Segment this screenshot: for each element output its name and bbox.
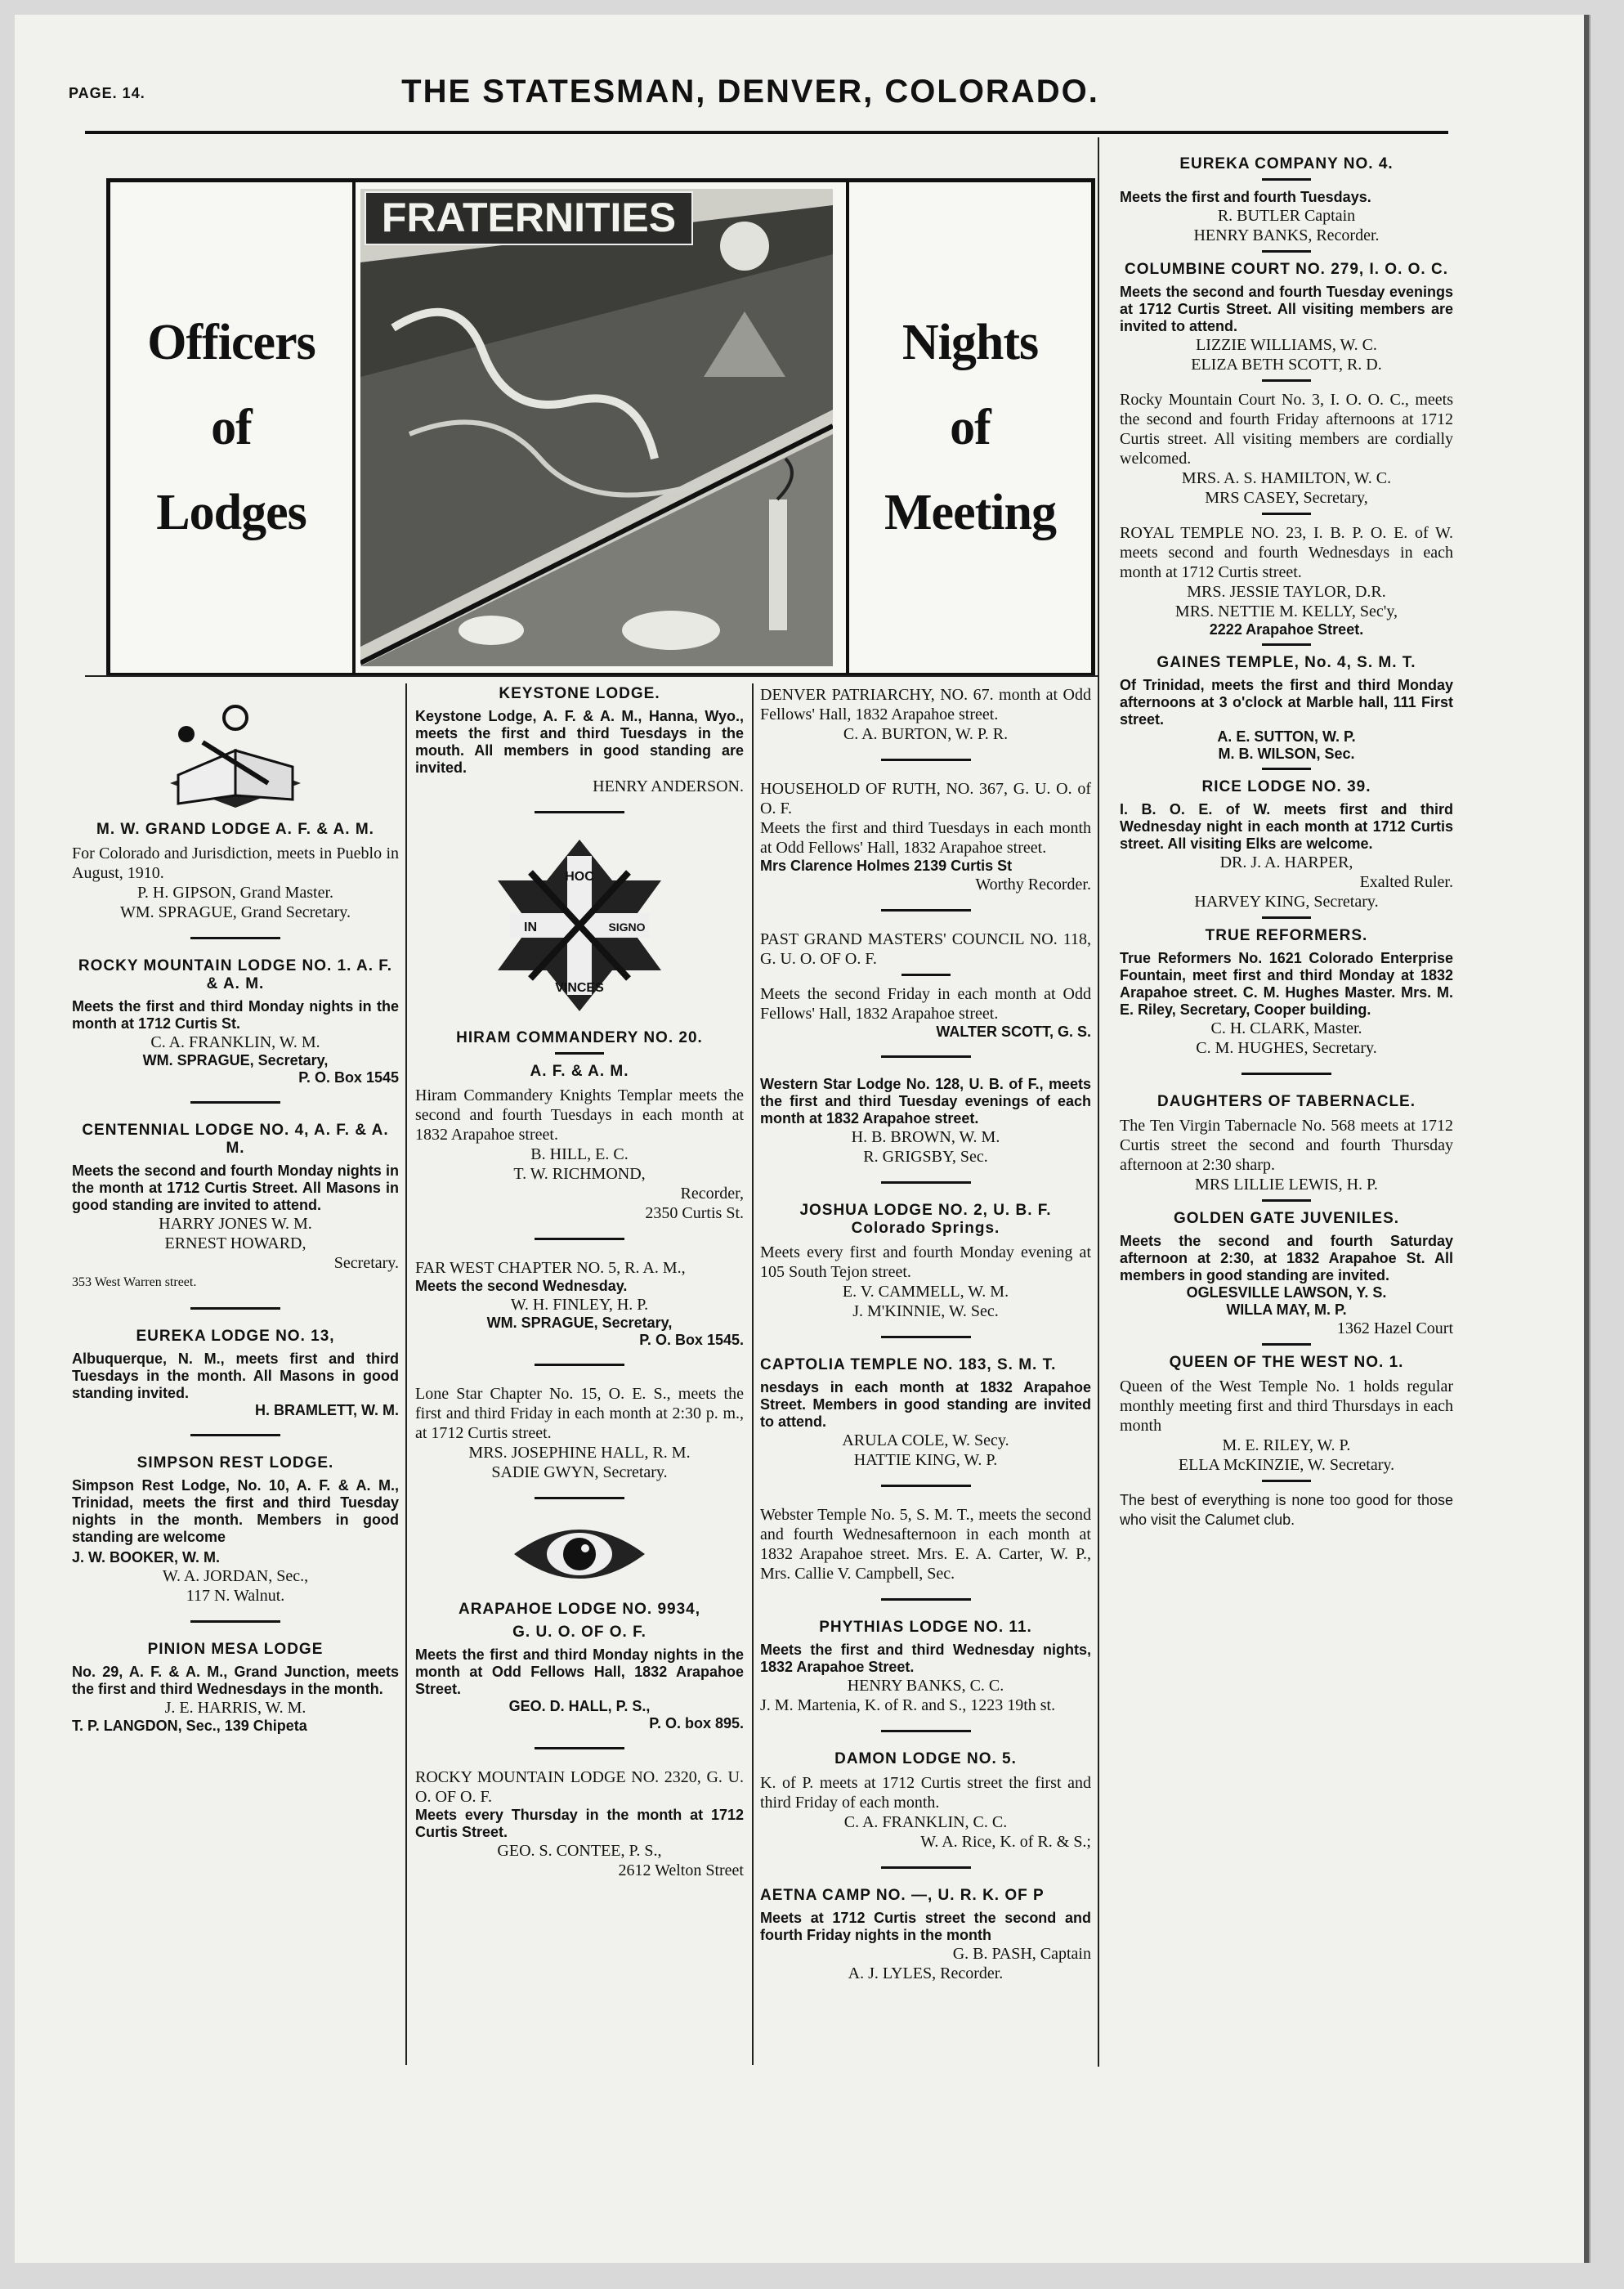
- page-number: PAGE. 14.: [69, 85, 145, 101]
- gaines-temple-officer: M. B. WILSON, Sec.: [1218, 746, 1355, 762]
- golden-gate-juveniles-title: GOLDEN GATE JUVENILES.: [1173, 1210, 1400, 1227]
- eureka-company-body: Meets the first and fourth Tuesdays.: [1120, 189, 1371, 205]
- simpson-rest-lodge-officer: J. W. BOOKER, W. M.: [72, 1549, 221, 1566]
- daughters-tabernacle-officer: MRS LILLIE LEWIS, H. P.: [1195, 1176, 1378, 1194]
- keystone-lodge-body: Keystone Lodge, A. F. & A. M., Hanna, Wyo., meets the first and third Tuesdays in the mouth. All members in good standing are invited.: [415, 708, 744, 776]
- far-west-chapter-officer: P. O. Box 1545.: [639, 1332, 744, 1348]
- rocky-mountain-gu-lodge-title: ROCKY MOUNTAIN LODGE NO. 2320, G. U. O. OF O. F.: [415, 1768, 744, 1806]
- column-2: [415, 685, 744, 1880]
- separator: [555, 1052, 604, 1055]
- rocky-mountain-court-officer: MRS CASEY, Secretary,: [1205, 489, 1368, 507]
- far-west-chapter-officer: W. H. FINLEY, H. P.: [510, 1296, 649, 1314]
- hiram-commandery-body: Hiram Commandery Knights Templar meets the second and fourth Tuesdays in each month at 1832 Arapahoe street.: [415, 1086, 744, 1144]
- gaines-temple-body: Of Trinidad, meets the first and third Monday afternoons at 3 o'clock at Marble hall, 111 First street.: [1120, 677, 1453, 728]
- banner-right-line-1: Nights: [901, 315, 1039, 370]
- separator: [881, 909, 971, 912]
- separator: [535, 1238, 624, 1240]
- phythias-lodge-officer: HENRY BANKS, C. C.: [847, 1677, 1004, 1695]
- past-grand-masters-officer: WALTER SCOTT, G. S.: [936, 1024, 1091, 1040]
- banner-title: FRATERNITIES: [381, 195, 677, 240]
- rocky-mountain-court-body: Rocky Mountain Court No. 3, I. O. O. C., meets the second and fourth Friday afternoons at 1712 Curtis street. All visiting members are cordially welcomed.: [1120, 391, 1453, 468]
- eureka-company-officer: R. BUTLER Captain: [1217, 207, 1356, 225]
- lone-star-chapter-officer: SADIE GWYN, Secretary.: [491, 1463, 668, 1481]
- golden-gate-juveniles-body: Meets the second and fourth Saturday afternoon at 2:30, at 1832 Arapahoe St. All members in good standing are invited.: [1120, 1233, 1453, 1283]
- pinion-mesa-lodge-officer: T. P. LANGDON, Sec., 139 Chipeta: [72, 1718, 307, 1734]
- far-west-chapter-body: Meets the second Wednesday.: [415, 1278, 628, 1294]
- banner-left-line-3: Lodges: [156, 485, 306, 540]
- arapahoe-lodge-officer: GEO. D. HALL, P. S.,: [508, 1698, 651, 1714]
- queen-of-west-title: QUEEN OF THE WEST NO. 1.: [1169, 1354, 1404, 1371]
- columbine-court-officer: LIZZIE WILLIAMS, W. C.: [1196, 336, 1377, 354]
- true-reformers-officer: C. H. CLARK, Master.: [1210, 1019, 1362, 1037]
- rice-lodge-title: RICE LODGE NO. 39.: [1201, 778, 1371, 795]
- fraternities-illustration: [360, 189, 833, 666]
- grand-lodge-officer: P. H. GIPSON, Grand Master.: [137, 884, 333, 902]
- separator: [1262, 916, 1311, 919]
- phythias-lodge-officer: J. M. Martenia, K. of R. and S., 1223 19th st.: [760, 1696, 1056, 1714]
- golden-gate-juveniles-officer: 1362 Hazel Court: [1336, 1319, 1453, 1337]
- eureka-company-officer: HENRY BANKS, Recorder.: [1193, 226, 1380, 244]
- true-reformers-officer: C. M. HUGHES, Secretary.: [1196, 1039, 1377, 1057]
- rocky-mountain-lodge-officer: WM. SPRAGUE, Secretary,: [142, 1052, 329, 1068]
- pinion-mesa-lodge-body: No. 29, A. F. & A. M., Grand Junction, meets the first and third Wednesdays in the month.: [72, 1664, 399, 1697]
- joshua-lodge-officer: J. M'KINNIE, W. Sec.: [852, 1302, 999, 1320]
- rocky-mountain-lodge-officer: P. O. Box 1545: [298, 1069, 399, 1086]
- aetna-camp-body: Meets at 1712 Curtis street the second and fourth Friday nights in the month: [760, 1910, 1091, 1943]
- golden-gate-juveniles-officer: WILLA MAY, M. P.: [1226, 1301, 1347, 1318]
- banner-right-line-2: of: [950, 400, 991, 455]
- newspaper-page: [15, 15, 1589, 2263]
- golden-gate-juveniles-officer: OGLESVILLE LAWSON, Y. S.: [1186, 1284, 1387, 1301]
- captolia-temple-title: CAPTOLIA TEMPLE NO. 183, S. M. T.: [760, 1356, 1057, 1373]
- queen-of-west-body: Queen of the West Temple No. 1 holds regular monthly meeting first and third Thursdays in each month: [1120, 1377, 1453, 1435]
- damon-lodge-officer: W. A. Rice, K. of R. & S.;: [920, 1833, 1091, 1851]
- past-grand-masters-body: Meets the second Friday in each month at Odd Fellows' Hall, 1832 Arapahoe street.: [760, 985, 1091, 1023]
- separator: [1262, 1199, 1311, 1202]
- denver-patriarchy-body: DENVER PATRIARCHY, NO. 67. month at Odd Fellows' Hall, 1832 Arapahoe street.: [760, 686, 1091, 723]
- denver-patriarchy-officer: C. A. BURTON, W. P. R.: [843, 725, 1009, 743]
- joshua-lodge-title: JOSHUA LODGE NO. 2, U. B. F. Colorado Springs.: [799, 1202, 1052, 1237]
- queen-of-west-officer: ELLA McKINZIE, W. Secretary.: [1178, 1456, 1395, 1474]
- separator: [1241, 1073, 1331, 1075]
- centennial-lodge-officer: Secretary.: [333, 1254, 399, 1272]
- separator: [881, 1730, 971, 1732]
- emblem-word: VINCES: [555, 981, 604, 995]
- simpson-rest-lodge-officer: 117 N. Walnut.: [186, 1587, 285, 1605]
- hiram-commandery-subtitle: A. F. & A. M.: [530, 1063, 629, 1080]
- keystone-lodge-officer: HENRY ANDERSON.: [593, 777, 744, 795]
- fraternities-banner: [106, 178, 1095, 677]
- centennial-lodge-address: 353 West Warren street.: [72, 1275, 197, 1289]
- hiram-commandery-title: HIRAM COMMANDERY NO. 20.: [456, 1029, 703, 1046]
- daughters-tabernacle-title: DAUGHTERS OF TABERNACLE.: [1156, 1093, 1416, 1110]
- western-star-lodge-body: Western Star Lodge No. 128, U. B. of F., meets the first and third Tuesday evenings of each month at 1832 Arapahoe street.: [760, 1076, 1091, 1127]
- banner-left-panel: [110, 182, 356, 673]
- hiram-commandery-officer: 2350 Curtis St.: [645, 1204, 744, 1222]
- centennial-lodge-body: Meets the second and fourth Monday nights in the month at 1712 Curtis Street. All Masons in good standing are invited to attend.: [72, 1162, 399, 1213]
- columbine-court-officer: ELIZA BETH SCOTT, R. D.: [1191, 356, 1382, 374]
- western-star-lodge-officer: H. B. BROWN, W. M.: [851, 1128, 1000, 1146]
- rocky-mountain-gu-lodge-officer: GEO. S. CONTEE, P. S.,: [497, 1842, 662, 1860]
- royal-temple-body: ROYAL TEMPLE NO. 23, I. B. P. O. E. of W. meets second and fourth Wednesdays in each month at 1712 Curtis street.: [1120, 524, 1453, 581]
- rocky-mountain-gu-lodge-body: Meets every Thursday in the month at 1712 Curtis Street.: [415, 1807, 744, 1840]
- arapahoe-lodge-subtitle: G. U. O. OF O. F.: [512, 1624, 646, 1641]
- separator: [881, 1336, 971, 1338]
- separator: [535, 811, 624, 813]
- joshua-lodge-officer: E. V. CAMMELL, W. M.: [842, 1283, 1009, 1301]
- rice-lodge-officer: DR. J. A. HARPER,: [1219, 853, 1353, 871]
- eureka-company-title: EUREKA COMPANY NO. 4.: [1179, 155, 1394, 172]
- separator: [1262, 513, 1311, 515]
- separator: [1262, 643, 1311, 646]
- household-of-ruth-officer: Mrs Clarence Holmes 2139 Curtis St: [760, 858, 1013, 874]
- far-west-chapter-title: FAR WEST CHAPTER NO. 5, R. A. M.,: [415, 1259, 686, 1277]
- rice-lodge-officer: HARVEY KING, Secretary.: [1194, 893, 1379, 911]
- phythias-lodge-body: Meets the first and third Wednesday nights, 1832 Arapahoe Street.: [760, 1642, 1091, 1675]
- all-seeing-eye-icon: [510, 1517, 649, 1591]
- separator: [190, 1434, 280, 1436]
- past-grand-masters-title: PAST GRAND MASTERS' COUNCIL NO. 118, G. U. O. OF O. F.: [760, 930, 1091, 968]
- separator: [535, 1364, 624, 1366]
- royal-temple-officer: MRS. JESSIE TAYLOR, D.R.: [1187, 583, 1386, 601]
- separator: [1262, 1343, 1311, 1346]
- pinion-mesa-lodge-title: PINION MESA LODGE: [147, 1641, 324, 1658]
- separator: [901, 974, 951, 976]
- royal-temple-officer: 2222 Arapahoe Street.: [1209, 621, 1364, 638]
- damon-lodge-title: DAMON LODGE NO. 5.: [834, 1750, 1017, 1767]
- arapahoe-lodge-title: ARAPAHOE LODGE NO. 9934,: [458, 1601, 701, 1618]
- arapahoe-lodge-officer: P. O. box 895.: [649, 1715, 744, 1731]
- separator: [881, 1598, 971, 1601]
- keystone-lodge-title: KEYSTONE LODGE.: [499, 685, 660, 702]
- column-1: [72, 693, 399, 1735]
- separator: [1262, 379, 1311, 382]
- damon-lodge-body: K. of P. meets at 1712 Curtis street the first and third Friday of each month.: [760, 1774, 1091, 1812]
- grand-lodge-officer: WM. SPRAGUE, Grand Secretary.: [120, 903, 351, 921]
- columbine-court-body: Meets the second and fourth Tuesday evenings at 1712 Curtis Street. All visiting members are invited to attend.: [1120, 284, 1453, 334]
- emblem-word: SIGNO: [608, 921, 646, 934]
- rocky-mountain-court-officer: MRS. A. S. HAMILTON, W. C.: [1181, 469, 1392, 487]
- eureka-lodge-body: Albuquerque, N. M., meets first and third Tuesdays in the month. All Masons in good standing invited.: [72, 1351, 399, 1401]
- emblem-word: IN: [524, 921, 537, 934]
- centennial-lodge-title: CENTENNIAL LODGE NO. 4, A. F. & A. M.: [82, 1122, 389, 1157]
- banner-right-panel: [846, 182, 1091, 673]
- rocky-mountain-lodge-title: ROCKY MOUNTAIN LODGE NO. 1. A. F. & A. M.: [78, 957, 393, 992]
- separator: [190, 937, 280, 939]
- phythias-lodge-title: PHYTHIAS LODGE NO. 11.: [819, 1619, 1032, 1636]
- simpson-rest-lodge-title: SIMPSON REST LODGE.: [136, 1454, 334, 1472]
- separator: [535, 1747, 624, 1749]
- daughters-tabernacle-body: The Ten Virgin Tabernacle No. 568 meets at 1712 Curtis street the second and fourth Thursday afternoon at 2:30 sharp.: [1120, 1117, 1453, 1174]
- rocky-mountain-lodge-officer: C. A. FRANKLIN, W. M.: [150, 1033, 320, 1051]
- separator: [881, 759, 971, 761]
- simpson-rest-lodge-body: Simpson Rest Lodge, No. 10, A. F. & A. M., Trinidad, meets the first and third Tuesday nights in the month. Members in good standing are welcome: [72, 1477, 399, 1545]
- masthead: THE STATESMAN, DENVER, COLORADO.: [401, 74, 1099, 110]
- separator: [881, 1055, 971, 1058]
- eureka-lodge-title: EUREKA LODGE NO. 13,: [136, 1328, 335, 1345]
- household-of-ruth-title: HOUSEHOLD OF RUTH, NO. 367, G. U. O. of O. F.: [760, 780, 1091, 818]
- captolia-temple-officer: ARULA COLE, W. Secy.: [842, 1431, 1009, 1449]
- pinion-mesa-lodge-officer: J. E. HARRIS, W. M.: [164, 1699, 306, 1717]
- separator: [190, 1307, 280, 1310]
- column-rule-1: [405, 683, 407, 2065]
- separator: [190, 1101, 280, 1104]
- lone-star-chapter-officer: MRS. JOSEPHINE HALL, R. M.: [468, 1444, 691, 1462]
- lone-star-chapter-body: Lone Star Chapter No. 15, O. E. S., meets the first and third Friday in each month at 2:30 p. m., at 1712 Curtis street.: [415, 1385, 744, 1442]
- captolia-temple-officer: HATTIE KING, W. P.: [853, 1451, 998, 1469]
- aetna-camp-officer: A. J. LYLES, Recorder.: [848, 1964, 1004, 1982]
- eureka-lodge-officer: H. BRAMLETT, W. M.: [255, 1402, 399, 1418]
- banner-left-line-2: of: [211, 400, 252, 455]
- calumet-club-notice: The best of everything is none too good for those who visit the Calumet club.: [1120, 1492, 1453, 1528]
- columbine-court-title: COLUMBINE COURT NO. 279, I. O. O. C.: [1125, 261, 1448, 278]
- masthead-rule: [85, 131, 1448, 134]
- far-west-chapter-officer: WM. SPRAGUE, Secretary,: [486, 1315, 673, 1331]
- separator: [535, 1497, 624, 1499]
- joshua-lodge-body: Meets every first and fourth Monday evening at 105 South Tejon street.: [760, 1243, 1091, 1281]
- simpson-rest-lodge-officer: W. A. JORDAN, Sec.,: [162, 1567, 309, 1585]
- column-4: [1120, 155, 1453, 1530]
- column-rule-2: [752, 683, 754, 2065]
- centennial-lodge-officer: HARRY JONES W. M.: [159, 1215, 312, 1233]
- separator: [881, 1485, 971, 1487]
- grand-lodge-title: M. W. GRAND LODGE A. F. & A. M.: [96, 821, 374, 838]
- separator: [1262, 768, 1311, 770]
- column-rule-main: [1098, 137, 1099, 2067]
- column-3: [760, 685, 1091, 1983]
- queen-of-west-officer: M. E. RILEY, W. P.: [1222, 1436, 1351, 1454]
- separator: [190, 1620, 280, 1623]
- gaines-temple-officer: A. E. SUTTON, W. P.: [1217, 728, 1356, 745]
- banner-right-line-3: Meeting: [884, 485, 1056, 540]
- separator: [881, 1866, 971, 1869]
- damon-lodge-officer: C. A. FRANKLIN, C. C.: [843, 1813, 1008, 1831]
- aetna-camp-officer: G. B. PASH, Captain: [952, 1945, 1091, 1963]
- grand-lodge-body: For Colorado and Jurisdiction, meets in Pueblo in August, 1910.: [72, 844, 399, 882]
- aetna-camp-title: AETNA CAMP NO. —, U. R. K. OF P: [760, 1887, 1045, 1904]
- centennial-lodge-officer: ERNEST HOWARD,: [164, 1234, 306, 1252]
- hiram-commandery-officer: B. HILL, E. C.: [530, 1145, 629, 1163]
- hiram-commandery-officer: T. W. RICHMOND,: [513, 1165, 646, 1183]
- separator: [1262, 1480, 1311, 1482]
- arapahoe-lodge-body: Meets the first and third Monday nights in the month at Odd Fellows Hall, 1832 Arapahoe Street.: [415, 1646, 744, 1697]
- gaines-temple-title: GAINES TEMPLE, No. 4, S. M. T.: [1156, 654, 1416, 671]
- rice-lodge-body: I. B. O. E. of W. meets first and third Wednesday night in each month at 1712 Curtis street. All visiting Elks are welcome.: [1120, 801, 1453, 852]
- open-bible-icon: [154, 693, 317, 816]
- separator: [881, 1181, 971, 1184]
- emblem-word: HOC: [565, 870, 594, 884]
- banner-bottom-rule: [85, 675, 1098, 677]
- hiram-commandery-officer: Recorder,: [680, 1185, 744, 1203]
- household-of-ruth-body: Meets the first and third Tuesdays in each month at Odd Fellows' Hall, 1832 Arapahoe street.: [760, 819, 1091, 857]
- rice-lodge-officer: Exalted Ruler.: [1359, 873, 1453, 891]
- captolia-temple-body: nesdays in each month at 1832 Arapahoe Street. Members in good standing are invited to attend.: [760, 1379, 1091, 1430]
- rocky-mountain-gu-lodge-officer: 2612 Welton Street: [618, 1861, 744, 1879]
- banner-left-line-1: Officers: [147, 315, 315, 370]
- separator: [1262, 250, 1311, 253]
- webster-temple-body: Webster Temple No. 5, S. M. T., meets the second and fourth Wednesafternoon in each month at 1832 Arapahoe street. Mrs. E. A. Carter, W. P., Mrs. Callie V. Campbell, Sec.: [760, 1506, 1091, 1583]
- western-star-lodge-officer: R. GRIGSBY, Sec.: [863, 1148, 988, 1166]
- knights-templar-cross-icon: [490, 831, 669, 1019]
- rocky-mountain-lodge-body: Meets the first and third Monday nights in the month at 1712 Curtis St.: [72, 998, 399, 1032]
- separator: [1262, 178, 1311, 181]
- royal-temple-officer: MRS. NETTIE M. KELLY, Sec'y,: [1174, 602, 1398, 620]
- true-reformers-body: True Reformers No. 1621 Colorado Enterprise Fountain, meet first and third Monday at 1832 Arapahoe street. C. M. Hughes Master. Mrs. M. E. Riley, Secretary, Cooper building.: [1120, 950, 1453, 1018]
- true-reformers-title: TRUE REFORMERS.: [1205, 927, 1368, 944]
- household-of-ruth-officer: Worthy Recorder.: [975, 876, 1091, 894]
